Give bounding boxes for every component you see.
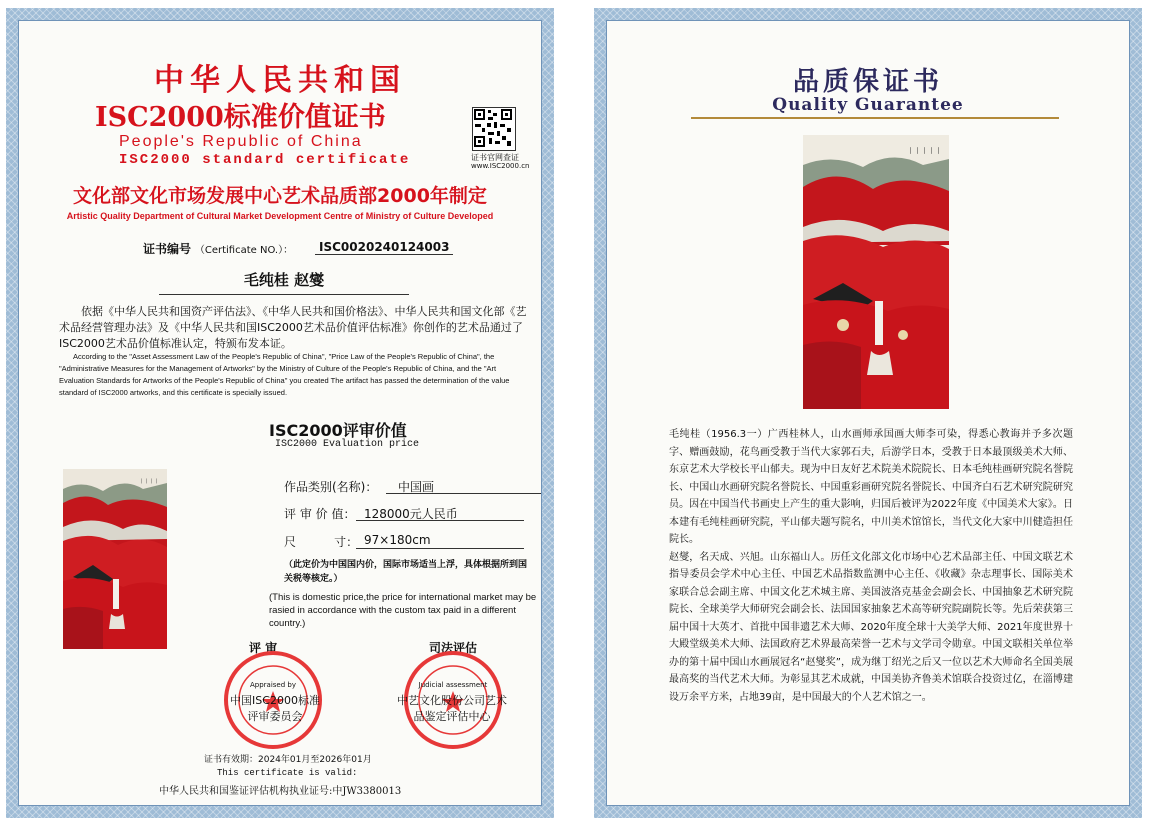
price-note-en: (This is domestic price,the price for international market may be rasied in accordance with the custom tax paid in a different country.) (269, 592, 537, 629)
price-row (284, 505, 458, 522)
certificate-number: ISC0020240124003 (315, 240, 453, 255)
category-row (284, 478, 435, 495)
biography-zhao: 赵燮，名天成、兴旭。山东福山人。历任文化部文化市场中心艺术品部主任、中国文联艺术指导委员会学术中心主任、中国艺术品指数监测中心主任、《收藏》杂志理事长、国际美术家联合总会副主席、中国文化艺术城主席、美国波洛克基金会副会长、中国抽象艺术研究院院长、全球美学大师研究会副会长、法国国家抽象艺术高等研究院副院长等。先后荣获第三届中国十大英才、首批中国非遗艺术大师、2020年度全球十大美学大师、2021年度世界十大殿堂级美术大师、法国政府艺术界最高荣誉一艺术与文学司令勋章。中国文联相关单位举办的第十届中国山水画展冠名“赵燮奖”，成为继丁绍光之后又一位以艺术大师命名全国美展最高奖的当代艺术大师。为彰显其艺术成就，中国美协齐鲁美术馆联合投资过亿，在淄博建设万余平方米，占地39亩，是中国最大的个人艺术馆之一。 (669, 551, 1073, 703)
price-note-cn: （此定价为中国国内价，国际市场适当上浮，具体根据所到国关税等核定。） (284, 560, 528, 584)
judicial-label: 司法评估 (429, 641, 478, 655)
judicial-organization: 中艺文化股份公司艺术品鉴定评估中心 (397, 694, 507, 723)
legal-basis-en: According to the "Asset Assessment Law of the People's Republic of China", "Price Law of the People's Republic of China", the "Administrative Measures for the Management of Artworks" by the Ministry of Culture of the People's Republic of China, and the "Art Evaluation Standards for Artworks of the People's Republic of China" you created The artifact has passed the determination of the value standard of ISC2000 artworks, and this certificate is specially issued. (59, 352, 510, 397)
artwork-thumbnail (63, 469, 167, 649)
svg-text:丨丨丨丨丨: 丨丨丨丨丨 (907, 147, 942, 155)
certificate-number-label: 证书编号 （Certificate NO.）： (143, 242, 294, 256)
title-divider (691, 117, 1059, 119)
price-value: 128000元人民币 (356, 505, 524, 521)
title-cn-certificate: ISC2000标准价值证书 (95, 102, 386, 133)
left-certificate-body (18, 20, 542, 806)
size-row (284, 533, 431, 550)
qr-code-icon (472, 107, 516, 151)
evaluation-title-en: ISC2000 Evaluation price (275, 439, 420, 450)
qr-label: 证书官网查证 (471, 153, 519, 162)
right-certificate-body (606, 20, 1130, 806)
size-label: 尺 寸： (284, 535, 359, 549)
license-number: 中华人民共和国鉴证评估机构执业证号:中JW3380013 (159, 786, 402, 797)
issuer-cn: 文化部文化市场发展中心艺术品质部2000年制定 (73, 185, 487, 207)
biography-mao: 毛纯桂（1956.3一）广西桂林人，山水画师承国画大师李可染，得悉心教诲并予多次题字、赠画鼓励，花鸟画受教于当代大家郭石夫，后游学日本，受教于日本最顶级美术大师、东京艺术大学校长平山郁夫。现为中日友好艺术院美术院院长、日本毛纯桂画研究院名誉院长、中国山水画研究院名誉院长、中国重彩画研究院名誉院长、中国齐白石艺术研究院研究员。因在中国当代书画史上产生的重大影响，归国后被评为2022年度《中国美术大家》。日本建有毛纯桂画研究院，平山郁夫题写院名，中川美术馆馆长，当代文化大家中川健造担任院长。 (669, 429, 1073, 545)
artist-biography (669, 426, 1073, 706)
artwork-image (803, 135, 949, 409)
right-certificate (594, 8, 1142, 818)
issuer-en: Artistic Quality Department of Cultural Market Development Centre of Ministry of Culture Developed (66, 211, 494, 221)
title-en-country: People's Republic of China (119, 133, 363, 150)
legal-basis-cn: 依据《中华人民共和国资产评估法》、《中华人民共和国价格法》、中华人民共和国文化部《艺术品经营管理办法》及《中华人民共和国ISC2000艺术品价值评估标准》你创作的艺术品通过了ISC2000艺术品价值标准认定，特颁布发本证。 (59, 305, 527, 350)
judicial-seal-text: Judicial assessment (418, 681, 488, 689)
validity-period: 证书有效期：2024年01月至2026年01月 (204, 755, 372, 765)
category-value: 中国画 (386, 478, 542, 494)
review-label: 评 审 (249, 641, 278, 655)
quality-title-en: Quality Guarantee (772, 95, 964, 115)
left-certificate (6, 8, 554, 818)
category-label: 作品类别(名称)： (284, 480, 378, 494)
svg-text:丨丨丨丨: 丨丨丨丨 (139, 479, 160, 485)
price-label: 评 审 价 值： (284, 507, 356, 521)
title-cn-country: 中华人民共和国 (154, 63, 406, 98)
review-seal-text: Appraised by (250, 681, 296, 689)
validity-en: This certificate is valid: (217, 768, 358, 778)
qr-url: www.ISC2000.cn (471, 162, 530, 170)
quality-title-cn: 品质保证书 (792, 67, 943, 97)
review-organization: 中国ISC2000标准评审委员会 (230, 694, 320, 723)
title-en-certificate: ISC2000 standard certificate (119, 152, 411, 168)
owner-names: 毛纯桂 赵燮 (159, 269, 409, 295)
size-value: 97×180cm (356, 533, 524, 549)
evaluation-title-cn: ISC2000评审价值 (269, 421, 407, 440)
